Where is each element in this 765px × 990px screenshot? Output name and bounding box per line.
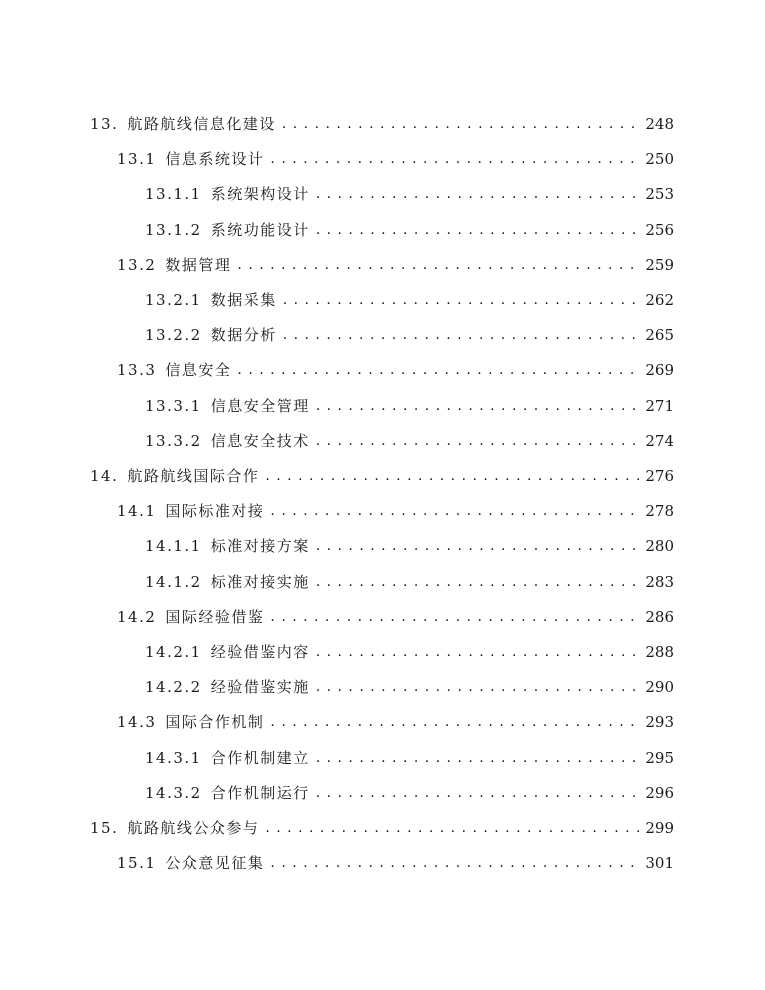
toc-entry-number: 13.2.2 bbox=[145, 326, 202, 345]
toc-entry-number: 14.2 bbox=[117, 607, 157, 626]
toc-entry-page-number: 256 bbox=[645, 220, 674, 239]
toc-entry[interactable] bbox=[145, 430, 674, 452]
toc-entry-page-number: 280 bbox=[645, 537, 674, 556]
toc-entry[interactable] bbox=[117, 711, 674, 733]
dot-leader bbox=[316, 430, 643, 452]
toc-entry-number: 14.3 bbox=[117, 713, 157, 732]
toc-entry[interactable] bbox=[117, 148, 674, 170]
dot-leader bbox=[270, 711, 642, 733]
toc-entry-number: 13.3.2 bbox=[145, 431, 202, 450]
dot-leader bbox=[282, 113, 642, 135]
toc-entry[interactable] bbox=[117, 500, 674, 522]
toc-entry-number: 13.1 bbox=[117, 150, 157, 169]
toc-entry-page-number: 262 bbox=[645, 291, 674, 309]
toc-entry-title: 信息安全 bbox=[165, 361, 232, 380]
toc-entry-number: 13.1.1 bbox=[145, 185, 202, 204]
dot-leader bbox=[283, 289, 643, 311]
toc-entry-title: 公众意见征集 bbox=[165, 854, 265, 873]
toc-entry-title: 合作机制建立 bbox=[210, 748, 310, 767]
dot-leader bbox=[316, 641, 643, 663]
toc-entry-page-number: 293 bbox=[645, 713, 674, 732]
toc-entry-number: 13. bbox=[90, 115, 119, 133]
toc-entry-number: 14.2.1 bbox=[145, 643, 202, 661]
toc-entry-number: 13.2 bbox=[117, 255, 157, 274]
toc-entry-page-number: 274 bbox=[645, 431, 674, 450]
toc-entry-page-number: 271 bbox=[645, 396, 674, 415]
toc-entry-number: 14.1 bbox=[117, 502, 157, 521]
toc-entry-number: 14.3.2 bbox=[145, 783, 202, 802]
toc-entry-page-number: 248 bbox=[645, 115, 674, 133]
toc-entry[interactable] bbox=[145, 324, 674, 346]
toc-entry-title: 信息安全管理 bbox=[210, 396, 310, 415]
toc-entry-title: 系统架构设计 bbox=[210, 185, 310, 204]
toc-entry-page-number: 296 bbox=[645, 783, 674, 802]
toc-entry[interactable] bbox=[145, 676, 674, 698]
toc-entry-title: 国际标准对接 bbox=[165, 502, 265, 521]
toc-entry-title: 合作机制运行 bbox=[210, 783, 310, 802]
toc-entry-title: 航路航线公众参与 bbox=[127, 819, 260, 837]
dot-leader bbox=[316, 676, 643, 698]
toc-entry-number: 14.1.1 bbox=[145, 537, 202, 556]
toc-entry[interactable] bbox=[145, 289, 674, 311]
toc-entry-number: 14.3.1 bbox=[145, 748, 202, 767]
toc-entry-number: 14.2.2 bbox=[145, 678, 202, 697]
toc-entry[interactable] bbox=[90, 113, 674, 135]
dot-leader bbox=[316, 183, 643, 205]
toc-entry-title: 数据采集 bbox=[210, 291, 277, 309]
dot-leader bbox=[283, 324, 643, 346]
toc-entry-title: 信息系统设计 bbox=[165, 150, 265, 169]
toc-entry[interactable] bbox=[145, 747, 674, 769]
toc-entry-title: 经验借鉴实施 bbox=[210, 678, 310, 697]
toc-entry-number: 14. bbox=[90, 467, 119, 485]
toc-entry[interactable] bbox=[117, 606, 674, 628]
toc-entry-page-number: 286 bbox=[645, 607, 674, 626]
dot-leader bbox=[270, 606, 642, 628]
toc-entry[interactable] bbox=[117, 254, 674, 276]
toc-entry-page-number: 290 bbox=[645, 678, 674, 697]
toc-entry[interactable] bbox=[145, 219, 674, 241]
toc-entry[interactable] bbox=[117, 852, 674, 874]
toc-entry-page-number: 276 bbox=[645, 467, 674, 485]
toc-entry-page-number: 265 bbox=[645, 326, 674, 345]
dot-leader bbox=[316, 219, 643, 241]
dot-leader bbox=[265, 817, 642, 839]
toc-entry[interactable] bbox=[117, 359, 674, 381]
toc-entry-page-number: 288 bbox=[645, 643, 674, 661]
toc-entry-number: 15.1 bbox=[117, 854, 157, 873]
dot-leader bbox=[270, 148, 642, 170]
toc-entry[interactable] bbox=[90, 465, 674, 487]
toc-entry-title: 标准对接实施 bbox=[210, 572, 310, 591]
toc-entry-page-number: 283 bbox=[645, 572, 674, 591]
dot-leader bbox=[270, 852, 642, 874]
toc-entry[interactable] bbox=[145, 571, 674, 593]
toc-entry-title: 信息安全技术 bbox=[210, 431, 310, 450]
toc-entry-title: 国际经验借鉴 bbox=[165, 607, 265, 626]
toc-entry-page-number: 250 bbox=[645, 150, 674, 169]
toc-entry-number: 13.1.2 bbox=[145, 220, 202, 239]
toc-entry-title: 经验借鉴内容 bbox=[210, 643, 310, 661]
toc-entry-title: 数据管理 bbox=[165, 255, 232, 274]
dot-leader bbox=[270, 500, 642, 522]
toc-entry[interactable] bbox=[145, 782, 674, 804]
toc-entry[interactable] bbox=[145, 183, 674, 205]
toc-entry-page-number: 299 bbox=[645, 819, 674, 837]
dot-leader bbox=[316, 782, 643, 804]
toc-entry-page-number: 278 bbox=[645, 502, 674, 521]
dot-leader bbox=[316, 535, 643, 557]
toc-entry-number: 13.2.1 bbox=[145, 291, 202, 309]
toc-entry-page-number: 259 bbox=[645, 255, 674, 274]
toc-entry-number: 13.3.1 bbox=[145, 396, 202, 415]
toc-entry-title: 航路航线信息化建设 bbox=[127, 115, 276, 133]
toc-entry[interactable] bbox=[145, 641, 674, 663]
toc-entry-number: 15. bbox=[90, 819, 119, 837]
toc-entry-title: 数据分析 bbox=[210, 326, 277, 345]
toc-entry-page-number: 269 bbox=[645, 361, 674, 380]
toc-entry-title: 系统功能设计 bbox=[210, 220, 310, 239]
toc-entry-number: 14.1.2 bbox=[145, 572, 202, 591]
toc-entry-number: 13.3 bbox=[117, 361, 157, 380]
toc-entry-title: 国际合作机制 bbox=[165, 713, 265, 732]
dot-leader bbox=[237, 254, 642, 276]
toc-entry-title: 航路航线国际合作 bbox=[127, 467, 260, 485]
toc-entry-page-number: 295 bbox=[645, 748, 674, 767]
dot-leader bbox=[265, 465, 642, 487]
dot-leader bbox=[237, 359, 642, 381]
toc-entry[interactable] bbox=[145, 535, 674, 557]
toc-entry-title: 标准对接方案 bbox=[210, 537, 310, 556]
toc-entry-page-number: 301 bbox=[645, 854, 674, 873]
toc-entry[interactable] bbox=[145, 395, 674, 417]
dot-leader bbox=[316, 571, 643, 593]
dot-leader bbox=[316, 747, 643, 769]
toc-entry[interactable] bbox=[90, 817, 674, 839]
toc-entry-page-number: 253 bbox=[645, 185, 674, 204]
dot-leader bbox=[316, 395, 643, 417]
